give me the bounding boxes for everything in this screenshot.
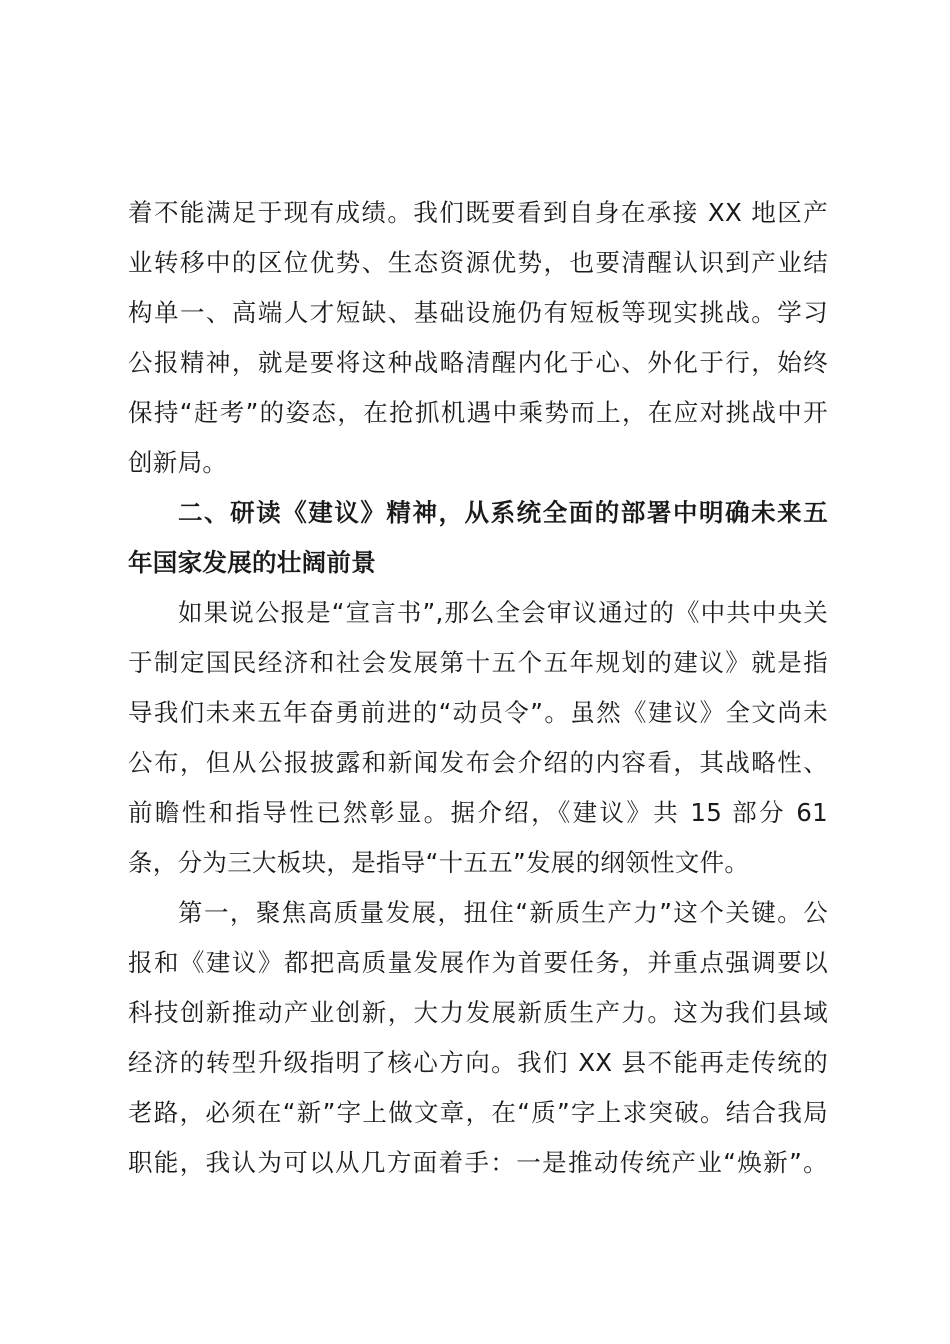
- paragraph-1-line-6: 创新局。: [128, 448, 228, 477]
- paragraph-2-line-4: 公布，但从公报披露和新闻发布会介绍的内容看，其战略性、: [128, 748, 828, 777]
- paragraph-1-line-2: 业转移中的区位优势、生态资源优势，也要清醒认识到产业结: [128, 248, 828, 277]
- section-heading-2-line-2: 年国家发展的壮阔前景: [128, 548, 376, 577]
- paragraph-2-line-3: 导我们未来五年奋勇前进的“动员令”。虽然《建议》全文尚未: [128, 698, 828, 727]
- paragraph-3-line-3: 科技创新推动产业创新，大力发展新质生产力。这为我们县域: [128, 998, 828, 1027]
- paragraph-3-line-5: 老路，必须在“新”字上做文章，在“质”字上求突破。结合我局: [128, 1098, 828, 1127]
- paragraph-1-line-1: 着不能满足于现有成绩。我们既要看到自身在承接 XX 地区产: [128, 198, 828, 227]
- paragraph-1-line-4: 公报精神，就是要将这种战略清醒内化于心、外化于行，始终: [128, 348, 828, 377]
- paragraph-3-line-4: 经济的转型升级指明了核心方向。我们 XX 县不能再走传统的: [128, 1048, 828, 1077]
- paragraph-2-line-6: 条，分为三大板块，是指导“十五五”发展的纲领性文件。: [128, 848, 750, 877]
- paragraph-3-line-1: 第一，聚焦高质量发展，扭住“新质生产力”这个关键。公: [178, 898, 828, 927]
- paragraph-2-line-5: 前瞻性和指导性已然彰显。据介绍，《建议》共 15 部分 61: [128, 798, 828, 827]
- paragraph-2-line-2: 于制定国民经济和社会发展第十五个五年规划的建议》就是指: [128, 648, 828, 677]
- section-heading-2-line-1: 二、研读《建议》精神，从系统全面的部署中明确未来五: [178, 498, 828, 527]
- paragraph-2-line-1: 如果说公报是“宣言书”,那么全会审议通过的《中共中央关: [178, 598, 828, 627]
- paragraph-3-line-2: 报和《建议》都把高质量发展作为首要任务，并重点强调要以: [128, 948, 828, 977]
- paragraph-1-line-5: 保持“赶考”的姿态，在抢抓机遇中乘势而上，在应对挑战中开: [128, 398, 828, 427]
- paragraph-1-line-3: 构单一、高端人才短缺、基础设施仍有短板等现实挑战。学习: [128, 298, 828, 327]
- paragraph-3-line-6: 职能，我认为可以从几方面着手：一是推动传统产业“焕新”。: [128, 1148, 828, 1177]
